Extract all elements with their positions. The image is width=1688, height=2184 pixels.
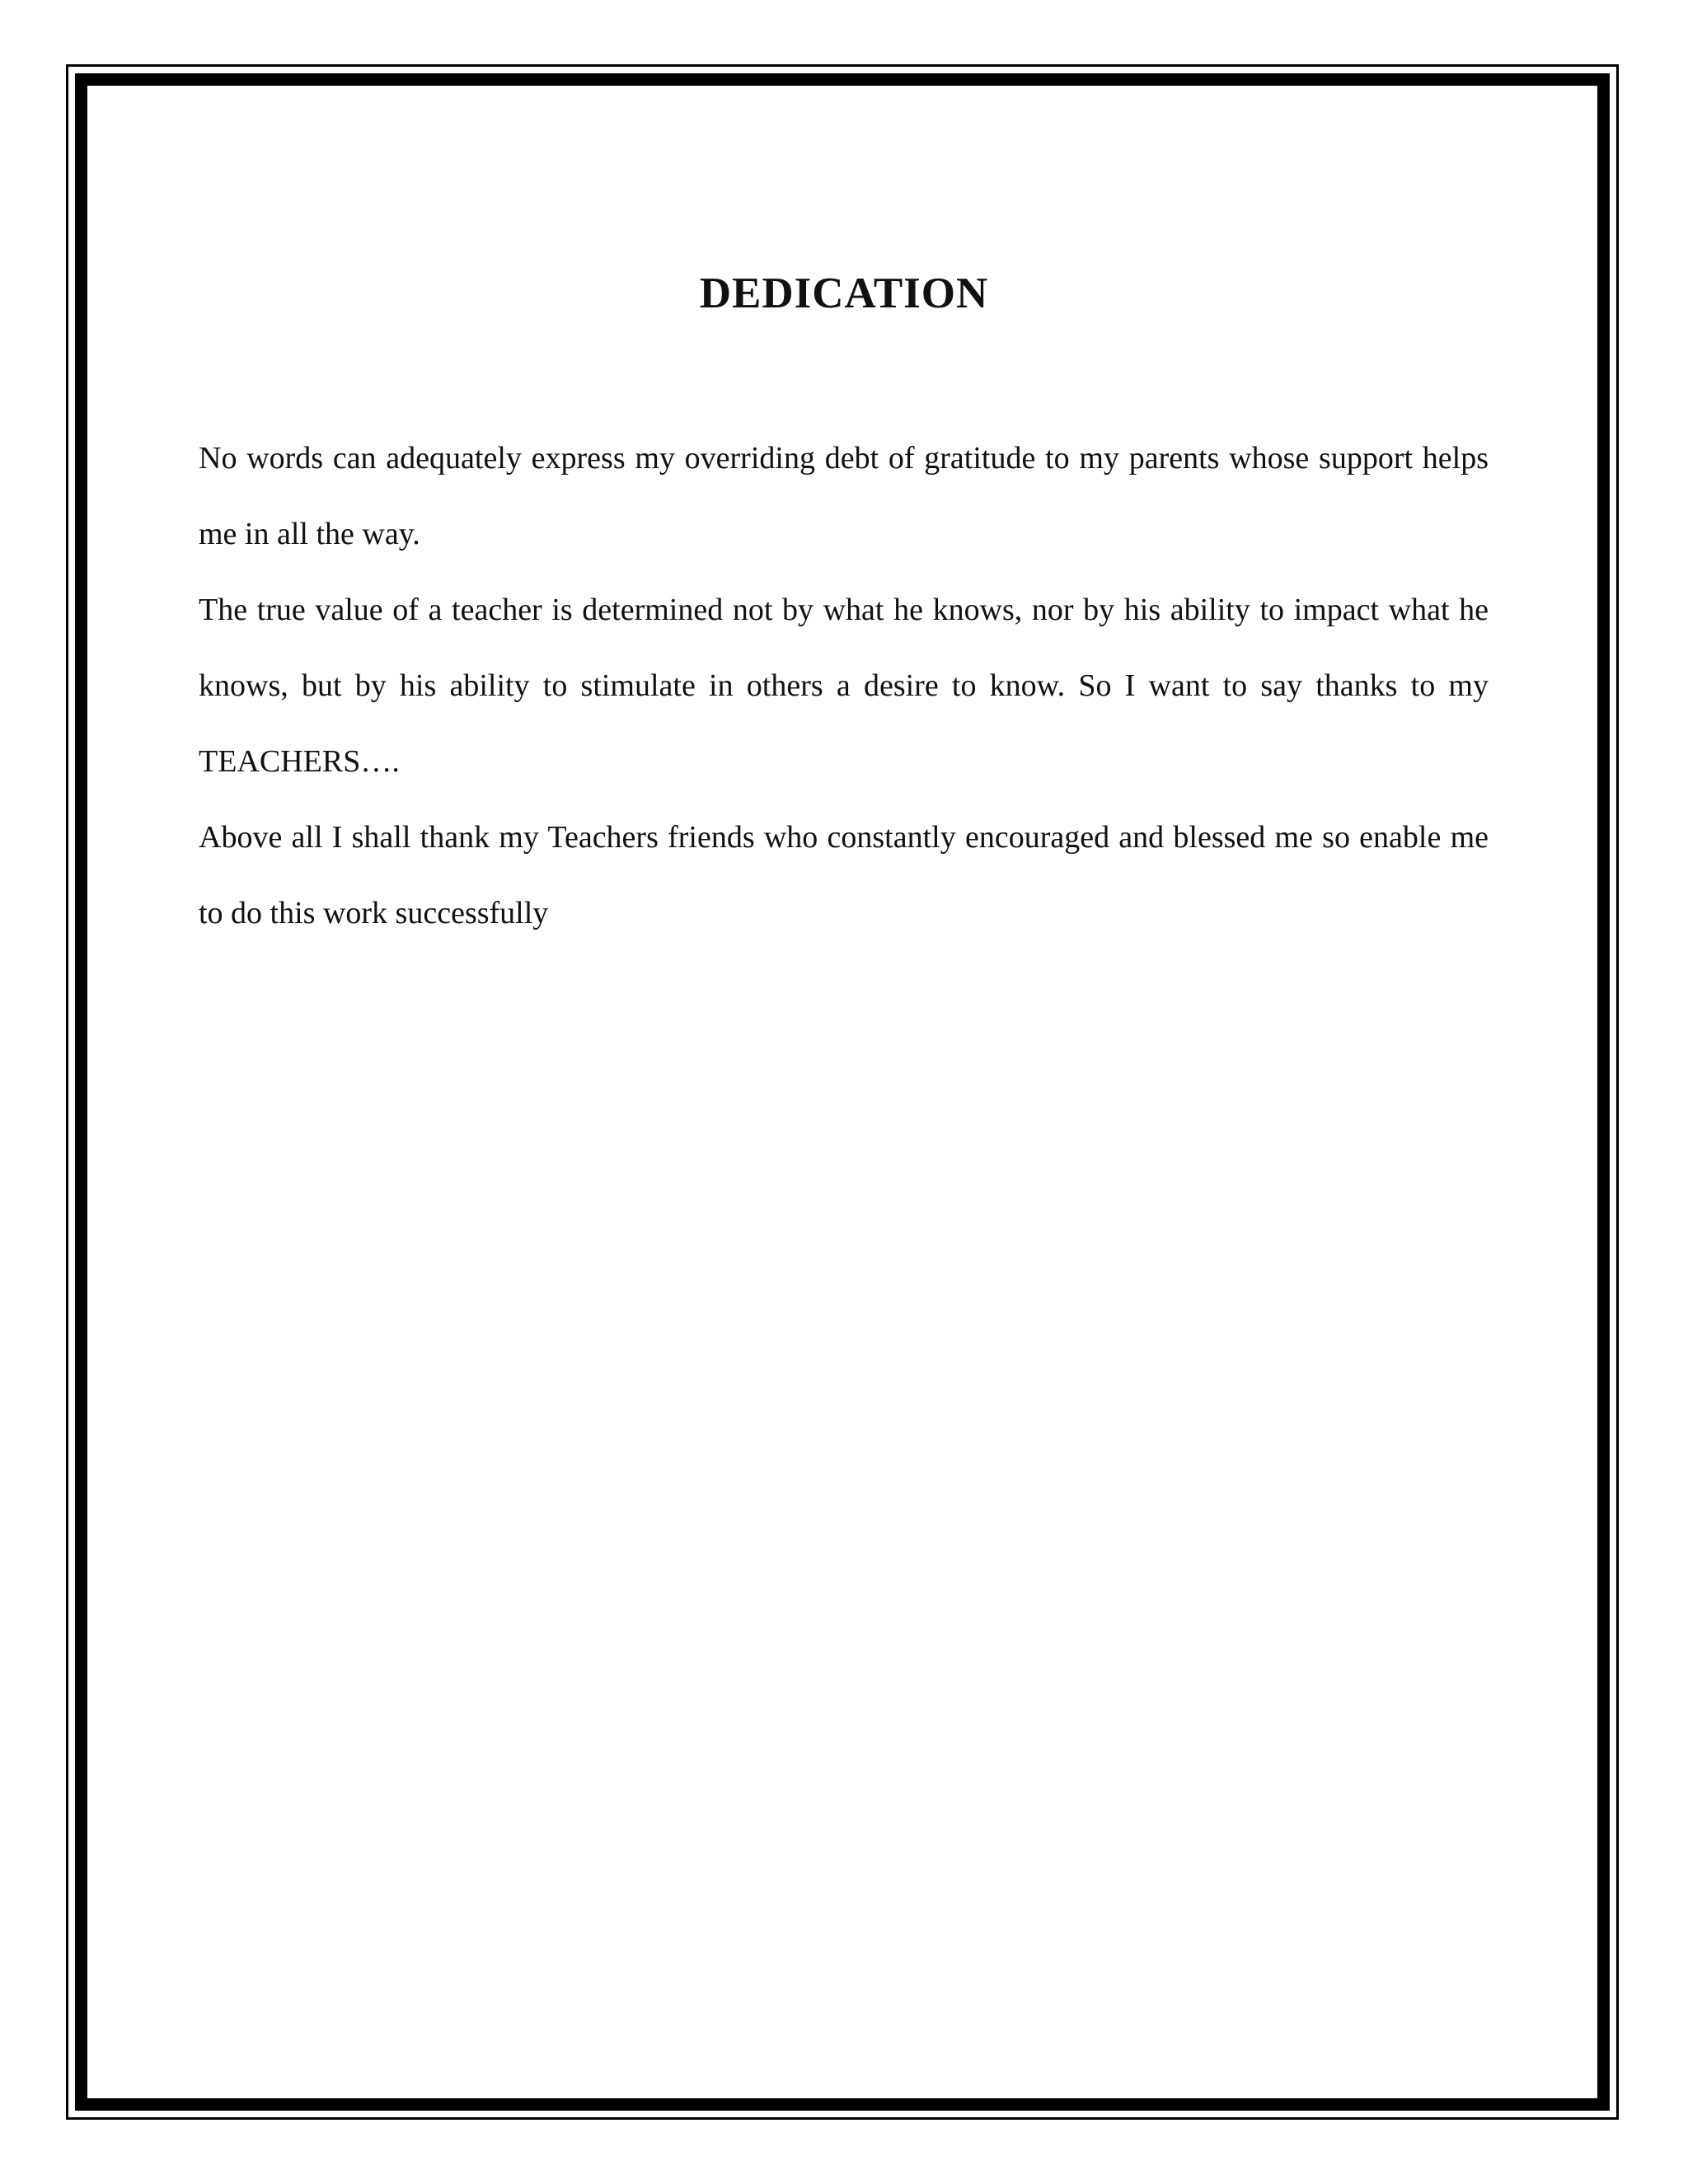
dedication-body bbox=[199, 420, 1489, 951]
paragraph-parents: No words can adequately express my overriding debt of gratitude to my parents whose support helps me in all the way. bbox=[199, 441, 1489, 551]
paragraph-teachers: The true value of a teacher is determined not by what he knows, nor by his ability to impact what he knows, but by his ability to stimulate in others a desire to know. So I want to say thanks to my TEACHERS…. bbox=[199, 593, 1489, 779]
paragraph-friends: Above all I shall thank my Teachers friends who constantly encouraged and blessed me so enable me to do this work successfully bbox=[199, 820, 1489, 930]
page-border-inner bbox=[75, 73, 1610, 2111]
page-title: DEDICATION bbox=[699, 269, 989, 317]
